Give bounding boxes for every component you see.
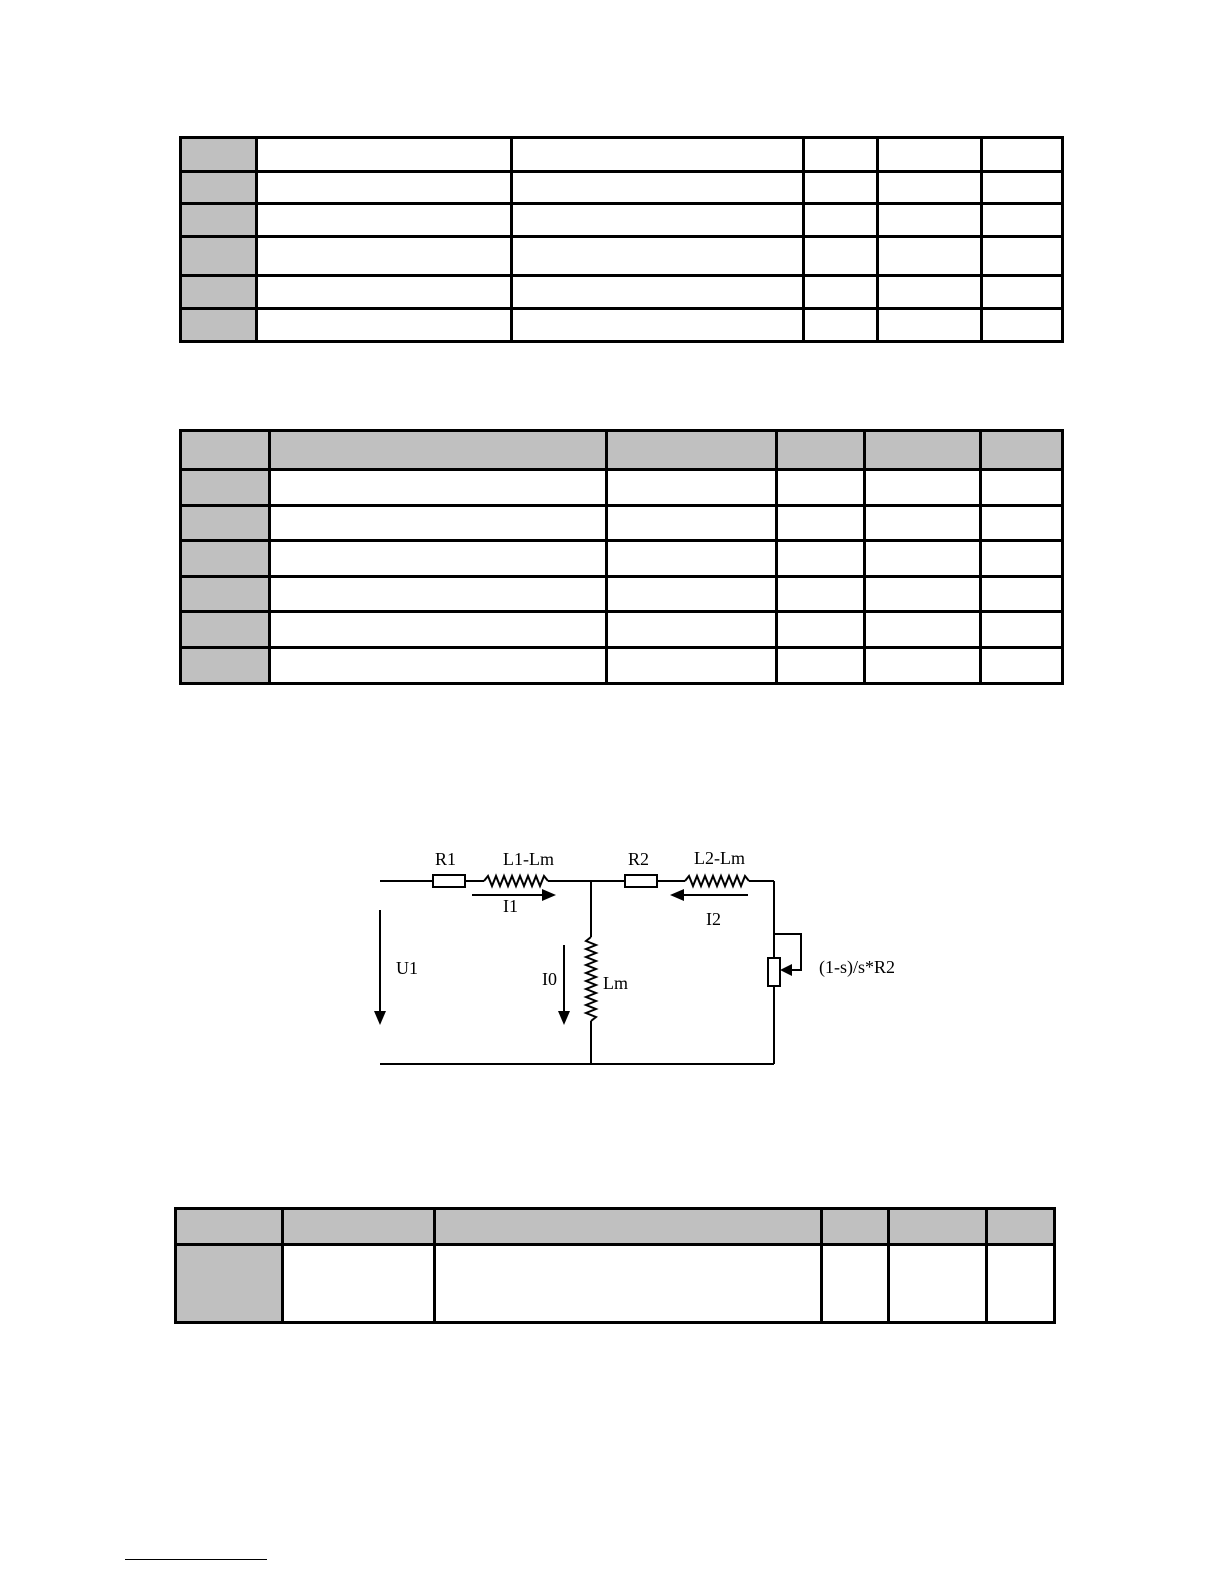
table-row [181,172,1063,204]
inductor-l1 [484,876,548,886]
arrowhead-wiper [780,964,792,976]
label-r1: R1 [435,849,457,869]
label-l2: L2-Lm [694,848,745,868]
table-row [181,138,1063,172]
arrowhead-i0 [558,1011,570,1025]
table-3 [174,1207,1056,1324]
table-row [181,470,1063,506]
table-row [181,612,1063,648]
inductor-lm [586,937,596,1021]
table-2 [179,429,1064,685]
label-l1: L1-Lm [503,849,554,869]
arrowhead-i2 [670,889,684,901]
table-row [181,648,1063,684]
resistor-r1 [433,875,465,887]
label-i2: I2 [706,909,721,929]
table-row [181,237,1063,276]
equivalent-circuit-diagram [360,830,920,1080]
table-row [181,309,1063,342]
table-1 [179,136,1064,343]
table-header-row [181,431,1063,470]
footnote-separator [125,1559,267,1560]
inductor-l2 [685,876,749,886]
table-row [176,1245,1055,1323]
resistor-load [768,958,780,986]
label-lm: Lm [603,973,628,993]
arrowhead-i1 [542,889,556,901]
label-u1: U1 [396,958,418,978]
table-row [181,541,1063,577]
table-row [181,276,1063,309]
table-header-row [176,1209,1055,1245]
label-i1: I1 [503,896,518,916]
arrowhead-u1 [374,1011,386,1025]
table-row [181,204,1063,237]
label-load-resistance: (1-s)/s*R2 [819,957,895,977]
table-row [181,506,1063,541]
label-r2: R2 [628,849,650,869]
label-i0: I0 [542,969,557,989]
resistor-r2 [625,875,657,887]
table-row [181,577,1063,612]
